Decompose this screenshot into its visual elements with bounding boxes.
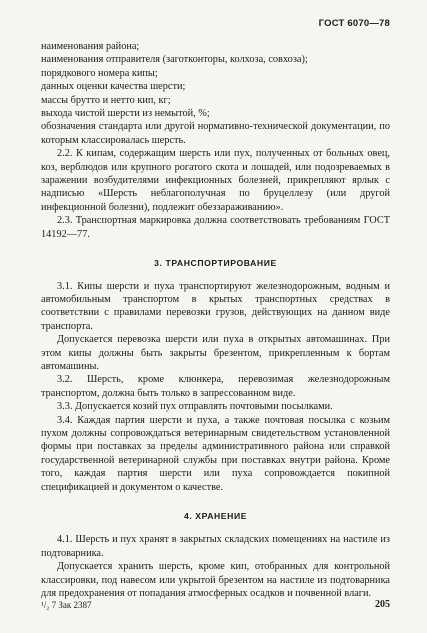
paragraph-2-2: 2.2. К кипам, содержащим шерсть или пух, полученных от больных овец, коз, верблюдов или крупного рогатого скота и лошадей, или подозреваемых в заражении возбудителями инфекционных болезней, прикрепляют ярлык с надписью «Шерсть неблагополучная по бруцеллезу (или другой инфекционной болезни), подлежит обеззараживанию». xyxy=(41,148,390,213)
section-title-transport: 3. ТРАНСПОРТИРОВАНИЕ xyxy=(154,258,277,269)
paragraph-3-2: 3.2. Шерсть, кроме клюнкера, перевозимая железнодорожным транспортом, должна быть только в запрессованном виде. xyxy=(41,374,390,399)
list-line: данных оценки качества шерсти; xyxy=(41,81,186,93)
paragraph-3-4: 3.4. Каждая партия шерсти и пуха, а также почтовая посылка с козьим пухом должны сопровождаться ветеринарным свидетельством установленной формы при поставках за пределы административного района или справкой государственной ветеринарной службы при поставках внутри района. Кроме того, каждая партия шерсти или пуха сопровождается покипной спецификацией и документом о качестве. xyxy=(41,414,390,493)
paragraph-2-3: 2.3. Транспортная маркировка должна соответствовать требованиям ГОСТ 14192—77. xyxy=(41,215,390,240)
paragraph-3-1-b: Допускается перевозка шерсти или пуха в открытых автомашинах. При этом кипы должны быть закрыты брезентом, прикрепленным к бортам автомашины. xyxy=(41,334,390,372)
standard-code: ГОСТ 6070—78 xyxy=(318,18,390,29)
list-line: выхода чистой шерсти из немытой, %; xyxy=(41,108,210,120)
list-line: обозначения стандарта или другой нормативно-технической документации, по которым классировалась шерсть. xyxy=(41,121,390,146)
list-line: порядкового номера кипы; xyxy=(41,67,158,79)
list-line: наименования отправителя (заготконторы, колхоза, совхоза); xyxy=(41,54,308,66)
list-line: массы брутто и нетто кип, кг; xyxy=(41,94,171,106)
paragraph-3-1: 3.1. Кипы шерсти и пуха транспортируют железнодорожным, водным и автомобильным транспортом в крытых транспортных средствах в соответствии с правилами перевозки грузов, действующих на данном виде транспорта. xyxy=(41,280,390,332)
paragraph-4-1: 4.1. Шерсть и пух хранят в закрытых складских помещениях на настиле из подтоварника. xyxy=(41,534,390,559)
print-mark: ¹/₂ 7 Зак 2387 xyxy=(41,600,92,610)
paragraph-3-3: 3.3. Допускается козий пух отправлять почтовыми посылками. xyxy=(57,401,333,413)
paragraph-4-1-b: Допускается хранить шерсть, кроме кип, отобранных для контрольной классировки, под навесом или укрытой брезентом на настиле из подтоварника для предохранения от попадания атмосферных осадков и почвенной влаги. xyxy=(41,561,390,600)
page-number: 205 xyxy=(375,599,390,610)
section-title-storage: 4. ХРАНЕНИЕ xyxy=(183,511,248,521)
document-body xyxy=(41,40,390,600)
list-line: наименования района; xyxy=(41,41,140,52)
